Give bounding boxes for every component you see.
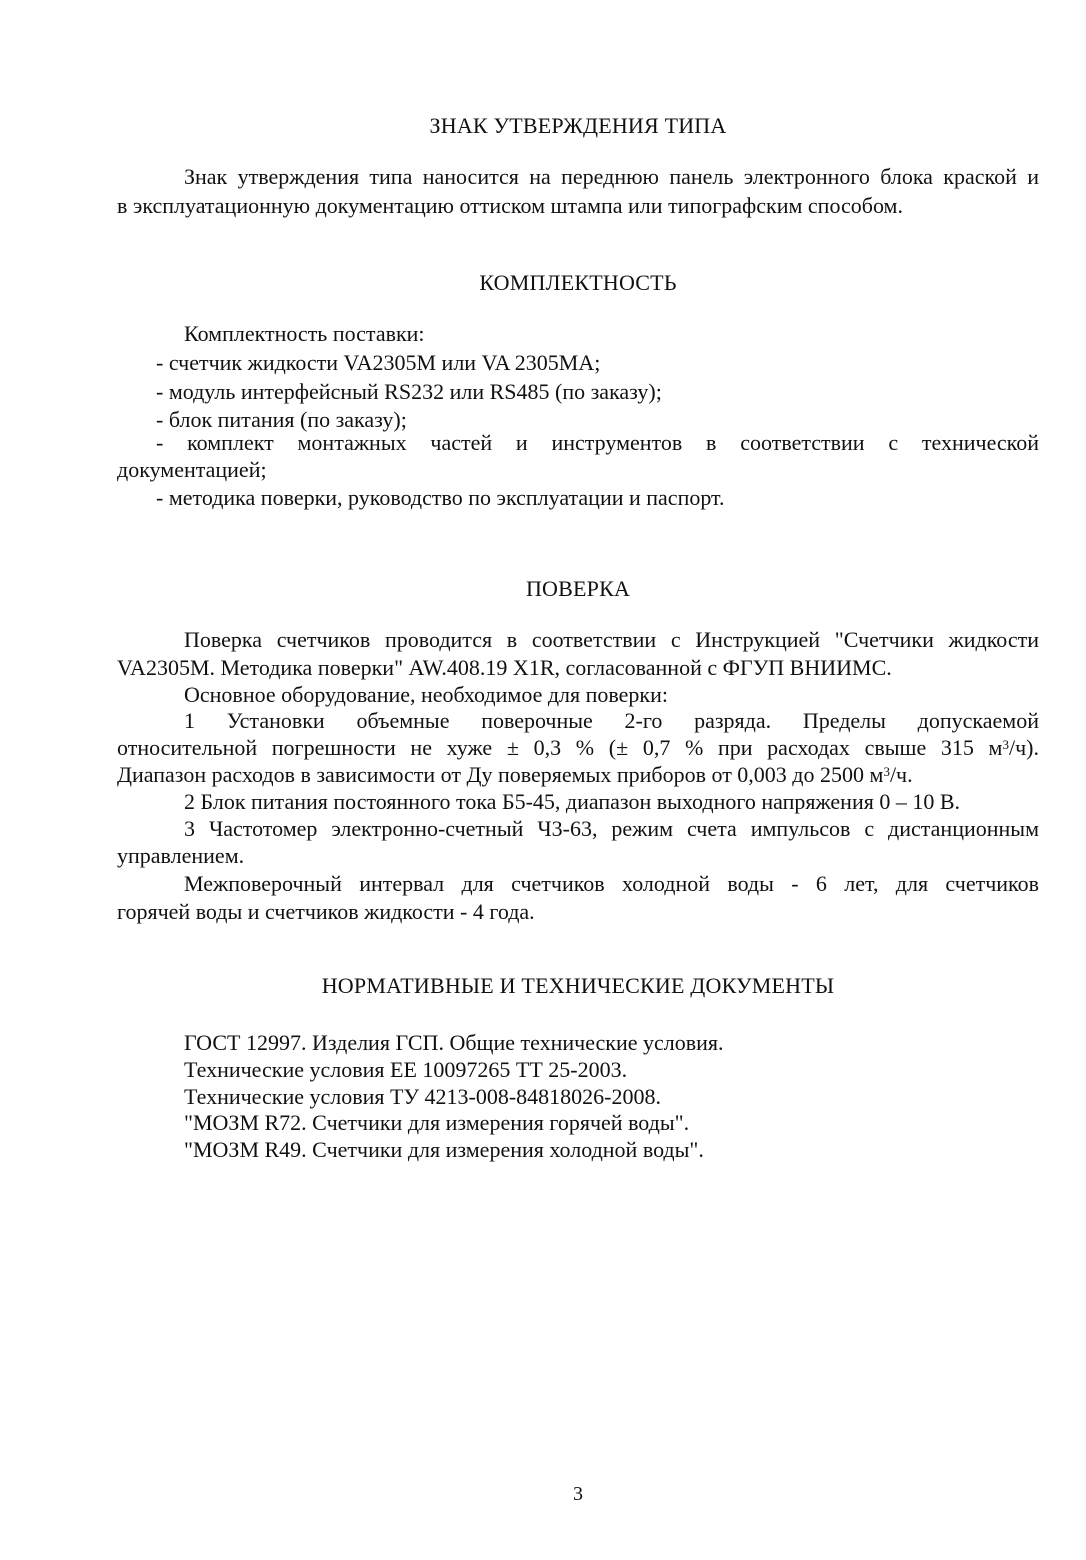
completeness-item: - счетчик жидкости VA2305M или VA 2305MA; bbox=[156, 350, 601, 375]
document-item: "МОЗМ R49. Счетчики для измерения холодной воды". bbox=[184, 1137, 704, 1162]
document-item: Технические условия ЕЕ 10097265 ТТ 25-2003. bbox=[184, 1057, 628, 1082]
superscript: 3 bbox=[1002, 737, 1009, 752]
verification-item2: 2 Блок питания постоянного тока Б5-45, диапазон выходного напряжения 0 – 10 В. bbox=[184, 789, 961, 814]
document-item: ГОСТ 12997. Изделия ГСП. Общие технические условия. bbox=[184, 1030, 724, 1055]
superscript: 3 bbox=[883, 764, 890, 779]
verification-item1-line3 bbox=[117, 760, 913, 789]
item1-line3-unit: /ч. bbox=[889, 762, 913, 787]
verification-p1-line2: VA2305M. Методика поверки" AW.408.19 X1R, согласованной с ФГУП ВНИИМС. bbox=[117, 655, 892, 680]
verification-item3-line2: управлением. bbox=[117, 843, 245, 868]
verification-interval-line1: Межповерочный интервал для счетчиков холодной воды - 6 лет, для счетчиков bbox=[184, 871, 1039, 896]
approval-mark-heading: ЗНАК УТВЕРЖДЕНИЯ ТИПА bbox=[429, 113, 727, 138]
completeness-item: - модуль интерфейсный RS232 или RS485 (по заказу); bbox=[156, 379, 662, 404]
approval-mark-text-line1: Знак утверждения типа наносится на переднюю панель электронного блока краской и bbox=[184, 164, 1039, 189]
completeness-intro: Комплектность поставки: bbox=[184, 321, 425, 346]
completeness-item: - блок питания (по заказу); bbox=[156, 407, 407, 432]
document-item: "МОЗМ R72. Счетчики для измерения горячей воды". bbox=[184, 1110, 690, 1135]
page-number: 3 bbox=[573, 1483, 583, 1505]
item1-line3-text: Диапазон расходов в зависимости от Ду поверяемых приборов от 0,003 до 2500 м bbox=[117, 762, 884, 787]
item1-line2-text: относительной погрешности не хуже ± 0,3 % (± 0,7 % при расходах свыше 315 м bbox=[117, 735, 1003, 760]
verification-item3-line1: 3 Частотомер электронно-счетный Ч3-63, режим счета импульсов с дистанционным bbox=[184, 816, 1039, 841]
verification-item1-line1: 1 Установки объемные поверочные 2-го разряда. Пределы допускаемой bbox=[184, 708, 1039, 733]
verification-heading: ПОВЕРКА bbox=[525, 576, 631, 601]
documents-heading: НОРМАТИВНЫЕ И ТЕХНИЧЕСКИЕ ДОКУМЕНТЫ bbox=[321, 973, 835, 998]
completeness-heading: КОМПЛЕКТНОСТЬ bbox=[479, 270, 677, 295]
completeness-item: - методика поверки, руководство по эксплуатации и паспорт. bbox=[156, 485, 725, 510]
item1-line2-unit: /ч). bbox=[1008, 735, 1039, 760]
completeness-item-continuation: документацией; bbox=[117, 457, 267, 482]
verification-equipment-intro: Основное оборудование, необходимое для поверки: bbox=[184, 682, 669, 707]
verification-p1-line1: Поверка счетчиков проводится в соответствии с Инструкцией "Счетчики жидкости bbox=[184, 627, 1039, 652]
verification-item1-line2 bbox=[117, 733, 1039, 762]
verification-interval-line2: горячей воды и счетчиков жидкости - 4 года. bbox=[117, 899, 535, 924]
document-item: Технические условия ТУ 4213-008-84818026-2008. bbox=[184, 1084, 662, 1109]
approval-mark-text-line2: в эксплуатационную документацию оттиском штампа или типографским способом. bbox=[117, 193, 903, 218]
completeness-item: - комплект монтажных частей и инструментов в соответствии с технической bbox=[156, 430, 1039, 455]
